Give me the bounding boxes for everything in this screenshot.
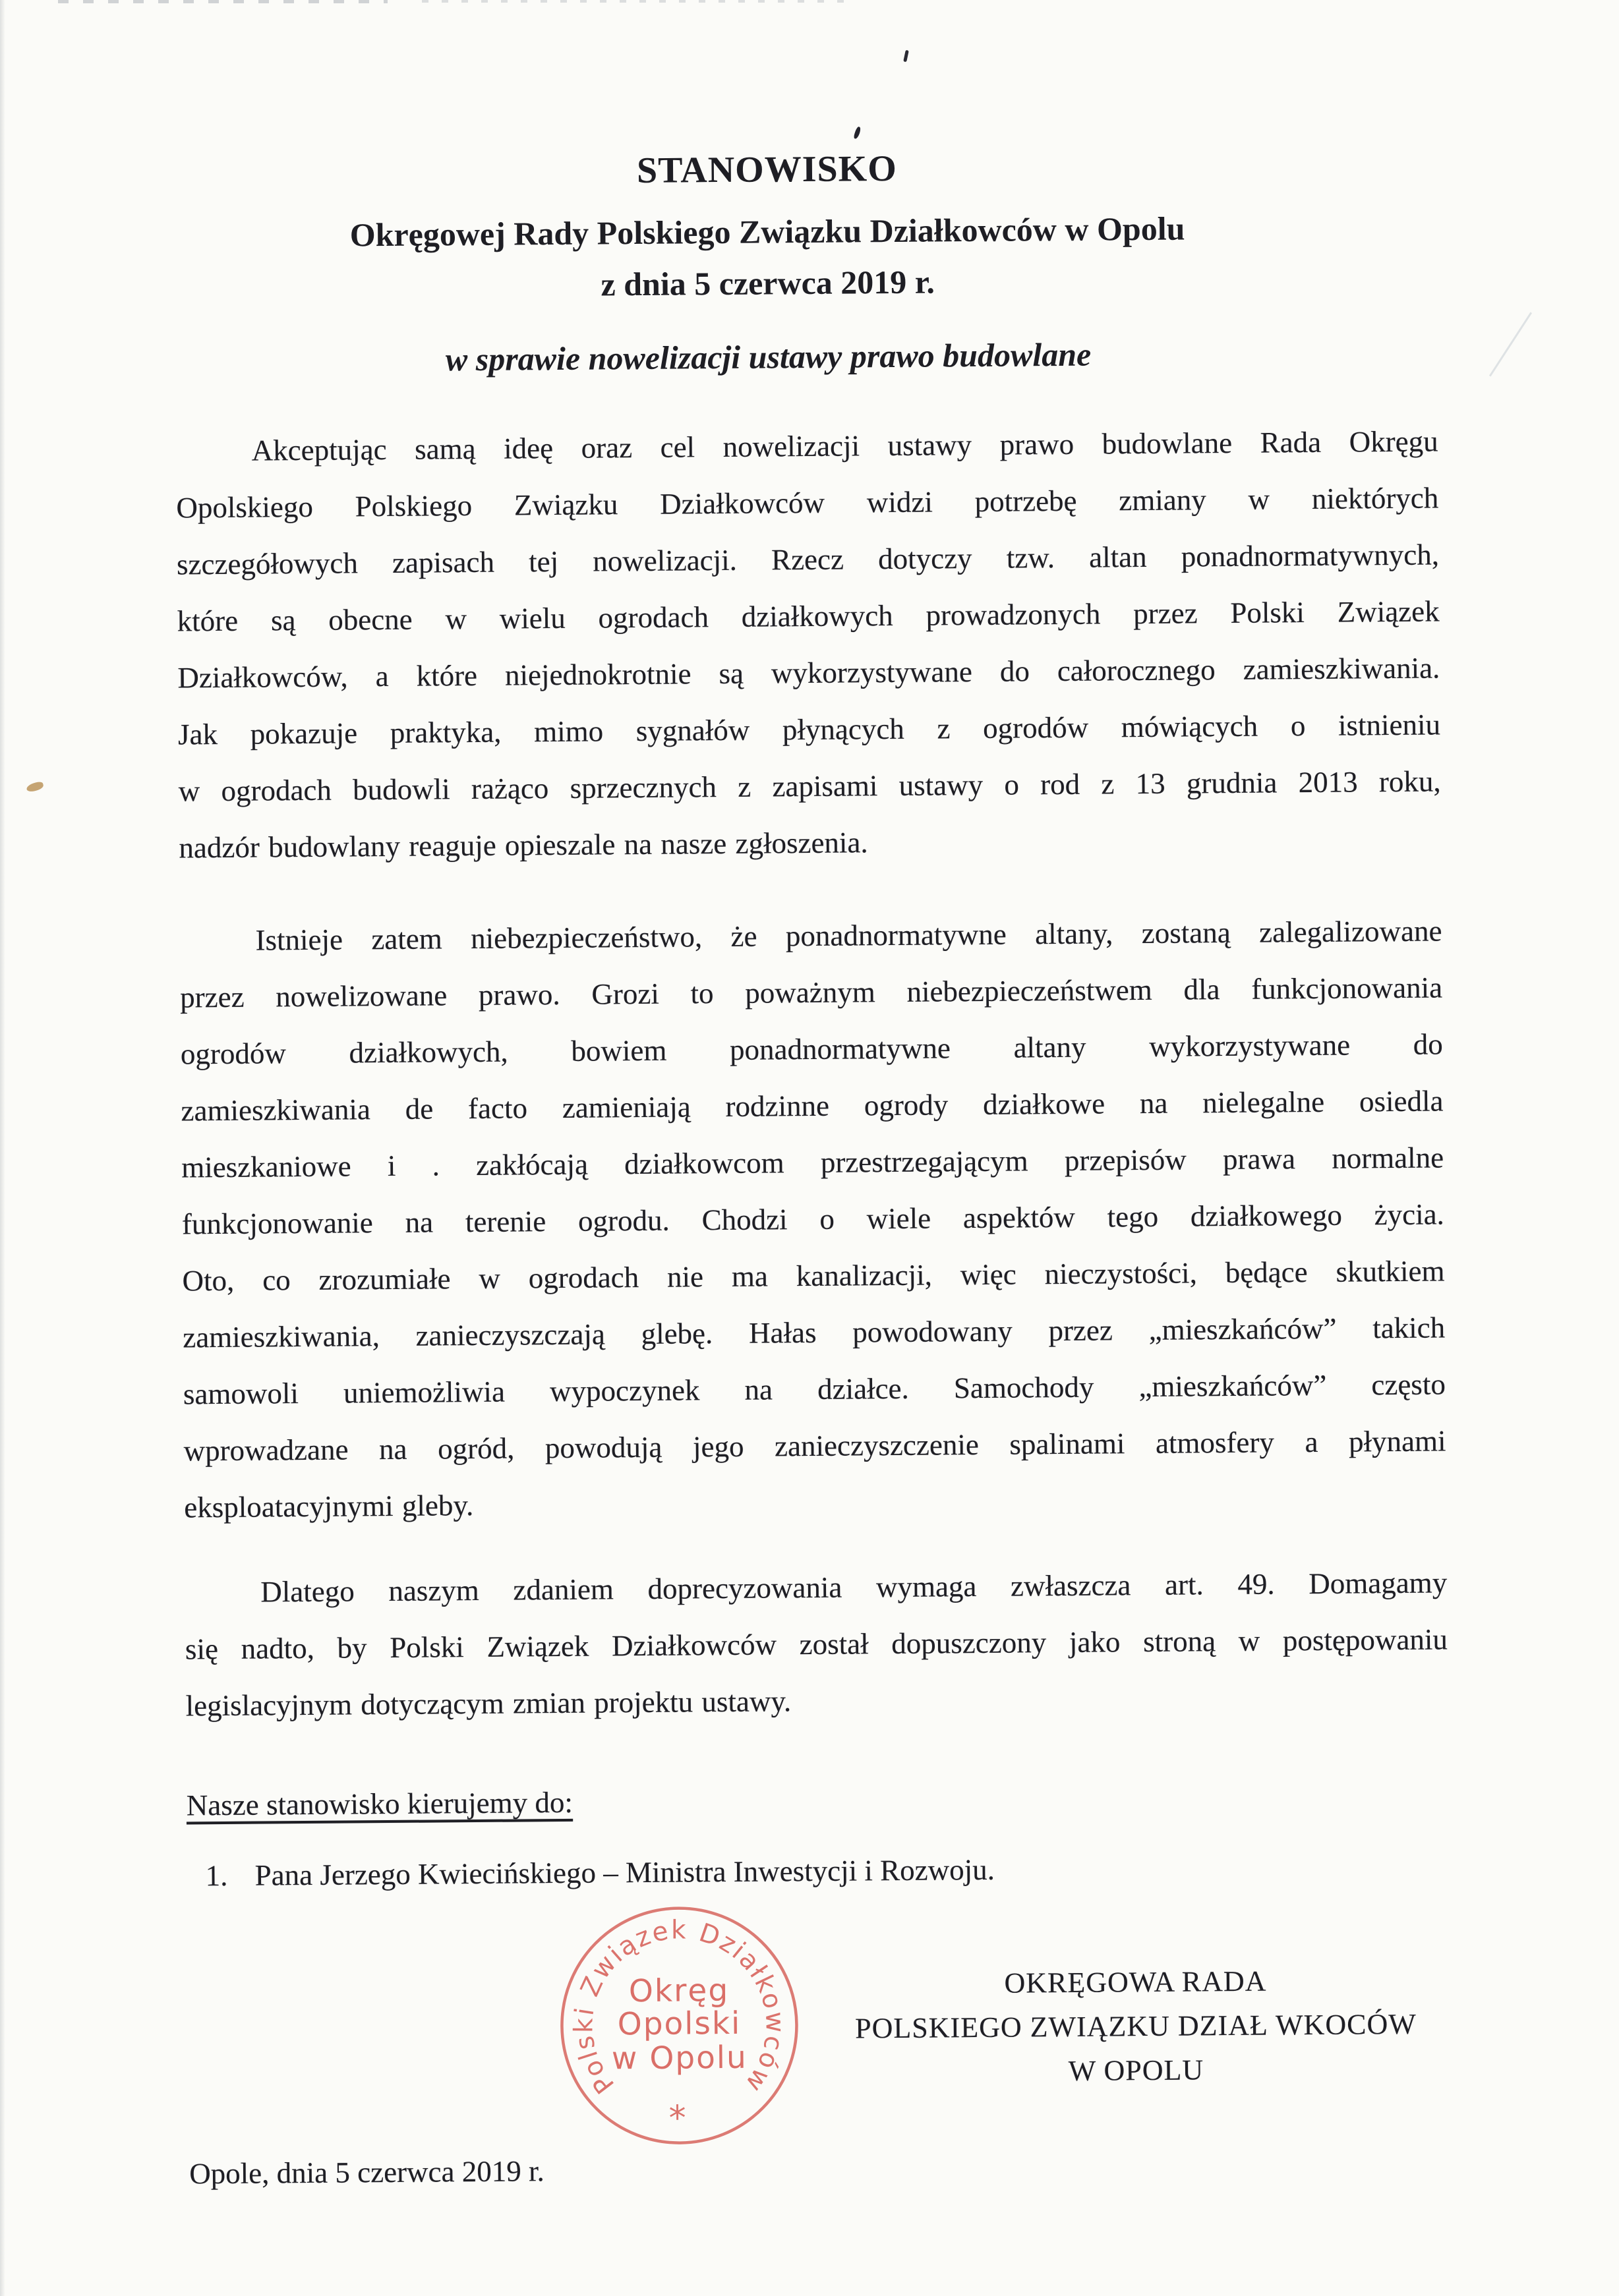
- stamp-center-line-1: Okręg: [628, 1972, 730, 2010]
- paragraph-1-line-7: w ogrodach budowli rażąco sprzecznych z zapisami ustawy o rod z 13 grudnia 2013 roku,: [178, 764, 1441, 808]
- scan-edge-shadow: [0, 0, 5, 2296]
- document-body: [175, 413, 1448, 1734]
- paragraph-1-line-6: Jak pokazuje praktyka, mimo sygnałów płynących z ogrodów mówiących o istnieniu: [177, 708, 1441, 751]
- recipient-list-item: [205, 1844, 995, 1901]
- document-subtitle-organization: Okręgowej Rady Polskiego Związku Działkowców w Opolu: [349, 210, 1185, 254]
- signature-block: [827, 1957, 1445, 2094]
- paragraph-3-line-1: Dlatego naszym zdaniem doprecyzowania wymaga zwłaszcza art. 49. Domagamy: [260, 1566, 1448, 1609]
- signature-line-association: POLSKIEGO ZWIĄZKU DZIAŁ WKOCÓW: [854, 2007, 1417, 2045]
- paragraph-1-line-4: które są obecne w wielu ogrodach działkowych prowadzonych przez Polski Związek: [177, 594, 1440, 638]
- paragraph-1-line-1: Akceptując samą ideę oraz cel nowelizacji ustawy prawo budowlane Rada Okręgu: [251, 424, 1438, 467]
- document-subject-line: w sprawie nowelizacji ustawy prawo budowlane: [445, 335, 1092, 378]
- paragraph-2-line-5: mieszkaniowe i . zakłócają działkowcom przestrzegającym przepisów prawa normalne: [181, 1141, 1444, 1184]
- paragraph-3: [185, 1554, 1448, 1734]
- signature-line-city: W OPOLU: [1068, 2053, 1204, 2087]
- scan-edge-noise: [58, 0, 388, 3]
- recipient-item-text: Pana Jerzego Kwiecińskiego – Ministra Inwestycji i Rozwoju.: [254, 1852, 995, 1892]
- paragraph-2-line-2: przez nowelizowane prawo. Grozi to poważnym niebezpieczeństwem dla funkcjonowania: [179, 971, 1443, 1014]
- place-and-date-line: Opole, dnia 5 czerwca 2019 r.: [189, 2154, 545, 2191]
- recipients-heading: Nasze stanowisko kierujemy do:: [186, 1785, 574, 1822]
- scan-edge-noise: [422, 0, 844, 3]
- paragraph-3-line-2: się nadto, by Polski Związek Działkowców został dopuszczony jako stroną w postępowaniu: [185, 1622, 1448, 1666]
- signature-line-council: OKRĘGOWA RADA: [1004, 1965, 1267, 1999]
- paragraph-2: [179, 902, 1446, 1535]
- official-round-stamp: [553, 1899, 806, 2152]
- stamp-bottom-star: *: [668, 2098, 686, 2138]
- paragraph-1-line-3: szczegółowych zapisach tej nowelizacji. Rzecz dotyczy tzw. altan ponadnormatywnych,: [176, 538, 1440, 581]
- stamp-center-line-2: Opolski: [617, 2005, 742, 2043]
- paragraph-2-line-9: samowoli uniemożliwia wypoczynek na działce. Samochody „mieszkańców” często: [183, 1367, 1446, 1411]
- stamp-center-line-3: w Opolu: [611, 2039, 748, 2077]
- paragraph-3-line-3: legislacyjnym dotyczącym zmian projektu ustawy.: [185, 1684, 792, 1723]
- paragraph-2-line-4: zamieszkiwania de facto zamieniają rodzinne ogrody działkowe na nielegalne osiedla: [181, 1084, 1444, 1128]
- paragraph-2-line-11: eksploatacyjnymi gleby.: [184, 1489, 474, 1524]
- paragraph-1: [175, 413, 1441, 876]
- stamp-ring-text: Polski Związek Działkowców: [569, 1915, 790, 2100]
- paragraph-2-line-10: wprowadzane na ogród, powodują jego zanieczyszczenie spalinami atmosfery a płynami: [183, 1424, 1446, 1468]
- document-subtitle-date: z dnia 5 czerwca 2019 r.: [601, 263, 935, 303]
- paragraph-1-line-2: Opolskiego Polskiego Związku Działkowców widzi potrzebę zmiany w niektórych: [176, 481, 1439, 525]
- paragraph-1-line-8: nadzór budowlany reaguje opieszale na nasze zgłoszenia.: [179, 826, 868, 865]
- paragraph-2-line-7: Oto, co zrozumiałe w ogrodach nie ma kanalizacji, więc nieczystości, będące skutkiem: [182, 1254, 1445, 1298]
- recipient-item-number: 1.: [205, 1858, 228, 1893]
- paragraph-2-line-6: funkcjonowanie na terenie ogrodu. Chodzi o wiele aspektów tego działkowego życia.: [181, 1197, 1445, 1241]
- paragraph-2-line-8: zamieszkiwania, zanieczyszczają glebę. Hałas powodowany przez „mieszkańców” takich: [183, 1311, 1446, 1354]
- document-title: STANOWISKO: [636, 148, 897, 192]
- paragraph-1-line-5: Działkowców, a które niejednokrotnie są wykorzystywane do całorocznego zamieszkiwania.: [177, 651, 1440, 695]
- paragraph-2-line-1: Istnieje zatem niebezpieczeństwo, że ponadnormatywne altany, zostaną zalegalizowane: [255, 914, 1442, 957]
- paragraph-2-line-3: ogrodów działkowych, bowiem ponadnormatywne altany wykorzystywane do: [180, 1027, 1443, 1071]
